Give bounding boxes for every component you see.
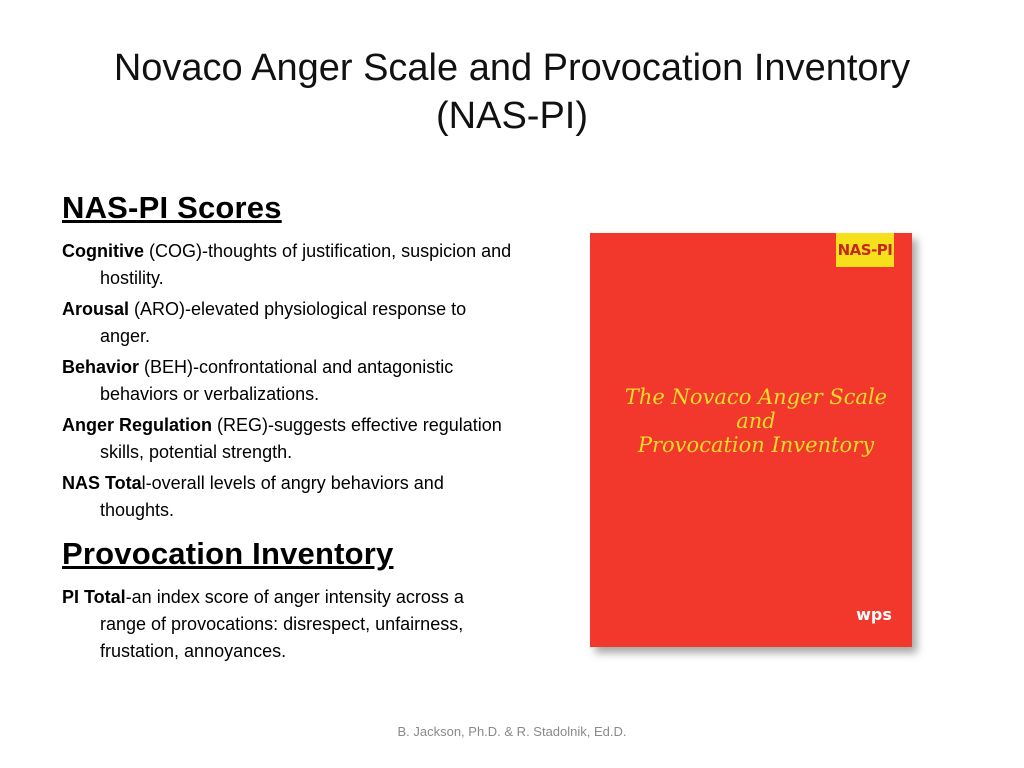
- list-item-pi-total: [62, 584, 512, 665]
- footer-credits: B. Jackson, Ph.D. & R. Stadolnik, Ed.D.: [397, 724, 627, 739]
- item-description: -an index score of anger intensity across a range of provocations: disrespect, unfairness, frustation, annoyances.: [100, 587, 464, 661]
- item-term: NAS Tota: [62, 473, 142, 493]
- item-term: Cognitive: [62, 241, 145, 261]
- book-title-line-2: and: [736, 409, 776, 433]
- item-term: Behavior: [62, 357, 140, 377]
- item-description: l-overall levels of angry behaviors and thoughts.: [100, 473, 444, 520]
- item-term: PI Total: [62, 587, 126, 607]
- nas-pi-scores-heading: NAS-PI Scores: [62, 190, 282, 225]
- publisher-logo: wps: [856, 605, 892, 624]
- item-term: Arousal: [62, 299, 130, 319]
- list-item-anger-regulation: [62, 412, 512, 466]
- slide-title-line-1: Novaco Anger Scale and Provocation Inventory: [113, 47, 911, 89]
- book-title-line-3: Provocation Inventory: [637, 433, 875, 457]
- slide-title: [40, 44, 984, 140]
- slide-title-line-2: (NAS-PI): [436, 95, 588, 137]
- item-description: (COG)-thoughts of justification, suspicion and hostility.: [100, 241, 512, 288]
- book-title: [616, 385, 896, 457]
- item-description: (ARO)-elevated physiological response to anger.: [100, 299, 467, 346]
- provocation-inventory-heading: Provocation Inventory: [62, 536, 394, 571]
- book-title-line-1: The Novaco Anger Scale: [624, 385, 888, 409]
- list-item-arousal: [62, 296, 512, 350]
- content-column: [62, 188, 512, 669]
- book-cover-image: [590, 233, 912, 647]
- item-term: Anger Regulation: [62, 415, 213, 435]
- item-description: (REG)-suggests effective regulation skills, potential strength.: [100, 415, 502, 462]
- list-item-behavior: [62, 354, 512, 408]
- item-description: (BEH)-confrontational and antagonistic behaviors or verbalizations.: [100, 357, 454, 404]
- list-item-nas-total: [62, 470, 512, 524]
- list-item-cognitive: [62, 238, 512, 292]
- book-badge: NAS-PI: [836, 233, 894, 267]
